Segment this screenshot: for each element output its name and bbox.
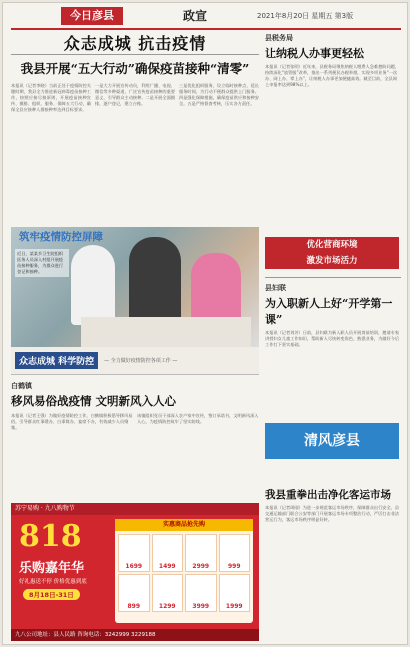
ad-product-price: 999 <box>227 563 241 570</box>
newspaper-page <box>2 2 408 645</box>
masthead <box>3 3 408 29</box>
bottom-headline: 我县重拳出击净化客运市场 <box>265 489 391 501</box>
right-story1-kicker: 县税务局 <box>265 34 293 42</box>
photo-desk <box>81 317 251 347</box>
main-body <box>11 83 259 223</box>
ad-product-price: 2999 <box>192 563 210 570</box>
bottom-body: 本报讯（记者周刚）为进一步规范客运市场秩序，保障群众出行安全，县交通运输部门联合公安等部门开展客运市场专项整治行动，严厉打击非法营运行为，客运市场秩序明显好转。 <box>265 505 400 522</box>
right-column <box>265 33 401 449</box>
ad-product-price: 3999 <box>192 603 210 610</box>
main-body-col-1: 本报讯（记者李晓）当前正处于疫情防控关键时期，我县全力推进新冠病毒疫苗接种工作，按照应接尽接原则，开展疫苗接种宣传、摸排、组织、服务、保障五大行动，确保全县应接种人群接种率达到目标要求。 <box>11 83 91 112</box>
ad-product-panel <box>115 519 253 623</box>
ad-panel-title: 实惠商品抢先购 <box>115 519 253 531</box>
photo-caption: 筑牢疫情防控屏障 <box>19 231 103 243</box>
ad-product-cell <box>152 534 184 572</box>
ad-product-cell <box>118 534 150 572</box>
slogan-banner-1: 优化营商环境 <box>265 237 399 253</box>
wind-banner-text: 清风彦县 <box>304 433 360 449</box>
main-body-col-2: 一是大力开展宣传动员，利用广播、电视、微信等多种渠道，广泛宣传疫苗接种的重要意义，引导群众主动接种。二是开展全面摸排，逐户登记，建立台账。 <box>95 83 175 106</box>
ad-footer: 九八公司地址：县人民路 咨询电话：3242999 3229188 <box>11 629 259 641</box>
main-column <box>11 33 259 471</box>
slogan-banner-2: 激发市场活力 <box>265 253 399 269</box>
ad-product-cell <box>219 574 251 612</box>
main-banner: 众志成城 抗击疫情 <box>11 33 259 55</box>
ad-product-price: 1499 <box>158 563 176 570</box>
wind-banner <box>265 423 399 459</box>
main-body-col-3: 三是优化组织服务，设立临时接种点，延长服务时间，为行动不便群众提供上门服务。四是强化保障措施，确保疫苗供应和接种安全。五是严格督查考核，压实各方责任。 <box>179 83 259 106</box>
story2-headline: 移风易俗战疫情 文明新风入人心 <box>11 394 177 408</box>
right-separator <box>265 277 401 278</box>
right-story2-body: 本报讯（记者刘芳）日前，县妇联为新入职人员开展岗前培训，邀请专家讲授妇女儿童工作知识，帮助新人尽快转变角色、熟悉业务，为做好今后工作打下坚实基础。 <box>265 330 400 347</box>
ad-product-price: 1699 <box>125 563 143 570</box>
photo-badge: 众志成城 科学防控 <box>15 352 98 369</box>
issue-date: 2021年8月20日 星期五 第3版 <box>257 12 354 20</box>
ad-sub: 好礼惠送不停 价格优惠到底 <box>19 579 87 585</box>
main-headline: 我县开展“五大行动”确保疫苗接种“清零” <box>20 61 250 76</box>
photo-side-text: 近日，某某乡卫生院组织医务人员深入村组开展疫苗接种服务，为群众进行登记和接种。 <box>15 249 69 277</box>
ad-product-cell <box>185 534 217 572</box>
ad-product-cell <box>219 534 251 572</box>
photo-strip <box>11 347 259 375</box>
section-title: 政宣 <box>183 9 208 23</box>
advertisement <box>11 503 259 641</box>
ad-date: 8月18日-31日 <box>23 589 80 600</box>
ad-product-cell <box>185 574 217 612</box>
right-story2 <box>265 283 401 422</box>
photo-figure-doctor <box>71 245 115 325</box>
ad-product-price: 1299 <box>158 603 176 610</box>
ad-product-price: 899 <box>127 603 141 610</box>
ad-product-cell <box>118 574 150 612</box>
right-story2-kicker: 县妇联 <box>265 284 286 292</box>
ad-product-cell <box>152 574 184 612</box>
ad-big-number: 818 <box>19 519 82 554</box>
story2-col-2: 该镇组织党员干部深入农户家中宣传，签订承诺书，文明新风深入人心，为疫情防控筑牢了坚实防线。 <box>137 413 259 424</box>
masthead-logo: 今日彦县 <box>61 7 123 25</box>
story2-kicker: 白鹤镇 <box>11 382 32 390</box>
ad-product-price: 1999 <box>225 603 243 610</box>
ad-title: 乐购嘉年华 <box>19 561 85 576</box>
ad-top-bar: 苏宁易购 · 九八购物节 <box>11 503 259 515</box>
story2-col-1: 本报讯（记者王强）为做好疫情防控工作，白鹤镇积极倡导移风易俗，引导群众红事缓办、白事简办、宴席不办，有效减少人员聚集。 <box>11 413 133 430</box>
photo-sub: — 全力做好疫情防控各项工作 — <box>104 358 178 364</box>
right-story2-headline: 为入职新人上好“开学第一课” <box>265 297 393 326</box>
right-story1-body: 本报讯（记者张明）近年来，县税务局聚焦纳税人缴费人急难愁盼问题，持续深化“放管服”改革，推出一系列便民办税举措，实现多项业务“一次办、网上办、掌上办”，让纳税人办事更加便捷高效。截至目前，全县网上申报率达到98%以上。 <box>265 64 400 87</box>
masthead-rule <box>11 28 401 30</box>
story2-body <box>11 413 259 471</box>
ad-product-grid <box>115 531 253 615</box>
right-story1-headline: 让纳税人办事更轻松 <box>265 47 364 60</box>
news-photo <box>11 227 259 347</box>
